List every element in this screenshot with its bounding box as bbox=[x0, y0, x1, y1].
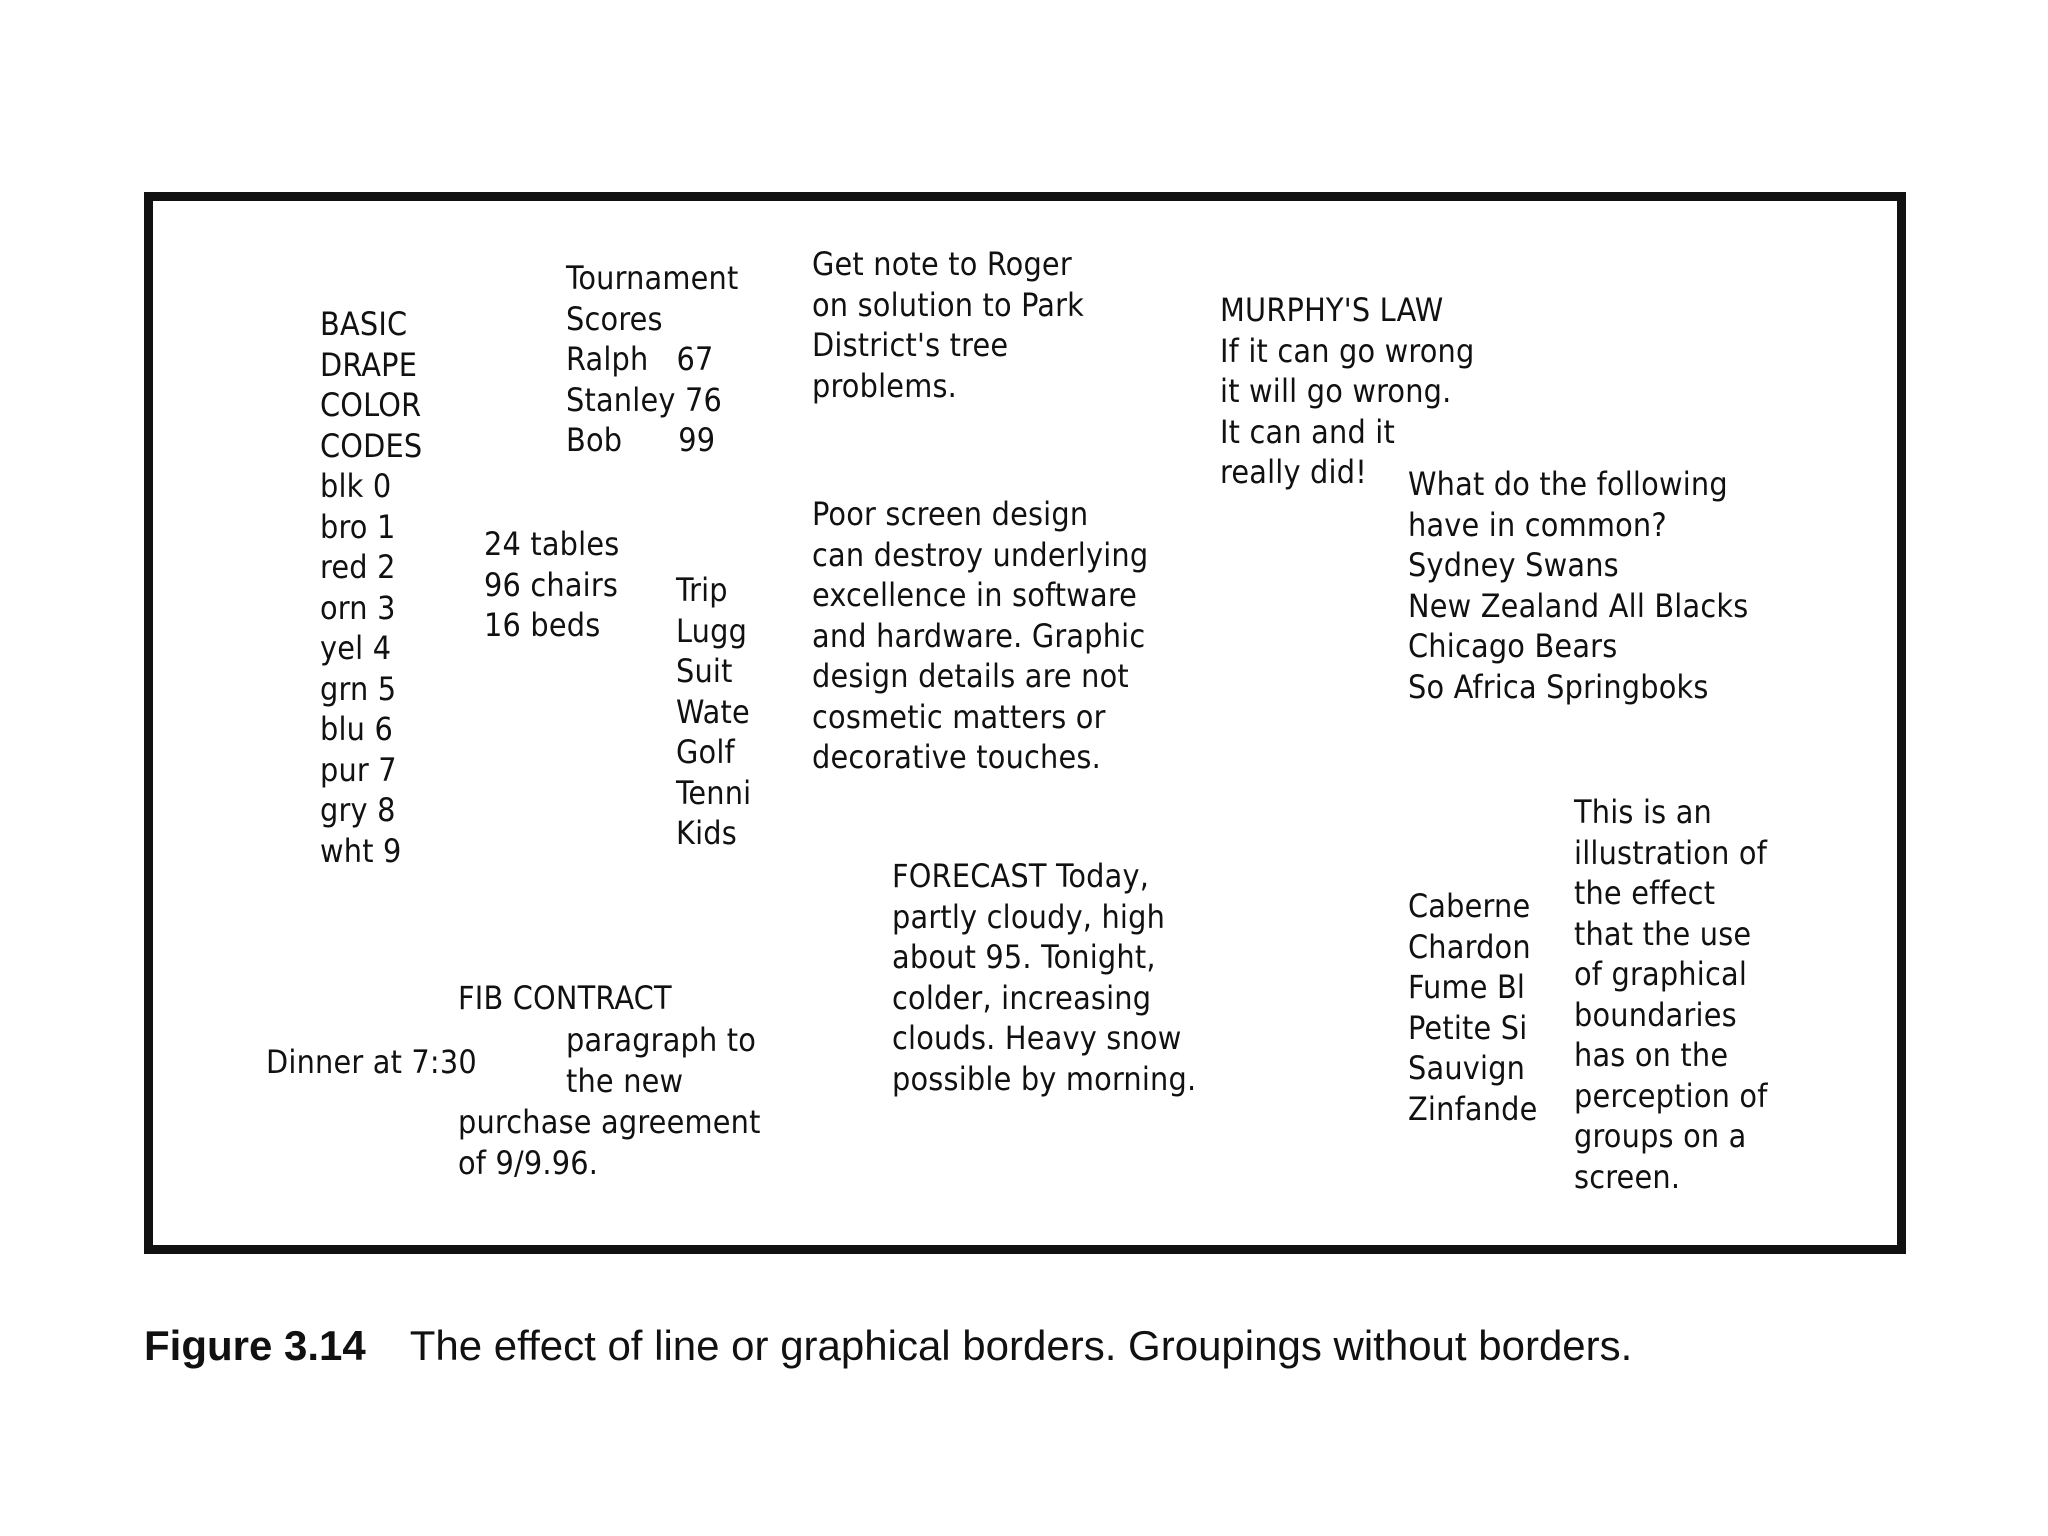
fib-contract-body-bottom: purchase agreement of 9/9.96. bbox=[458, 1103, 761, 1182]
dinner-note: Dinner at 7:30 bbox=[266, 1043, 477, 1081]
figure-number: Figure 3.14 bbox=[144, 1322, 366, 1369]
screen-design-note: Poor screen design can destroy underlying excellence in software and hardware. Graphic design details are not cosmetic matters or decorative touches. bbox=[812, 495, 1149, 776]
fib-contract-body-top: paragraph to the new bbox=[566, 1021, 757, 1100]
forecast: FORECAST Today, partly cloudy, high about 95. Tonight, colder, increasing clouds. Heavy snow possible by morning. bbox=[892, 857, 1197, 1098]
illustration-note: This is an illustration of the effect that the use of graphical boundaries has on the perception of groups on a screen. bbox=[1574, 793, 1768, 1196]
roger-note: Get note to Roger on solution to Park District's tree problems. bbox=[812, 245, 1085, 405]
luggage-list: Trip Lugg Suit Wate Golf Tenni Kids bbox=[676, 571, 752, 852]
murphys-law: MURPHY'S LAW If it can go wrong it will go wrong. It can and it really did! bbox=[1220, 291, 1475, 491]
figure-caption bbox=[144, 1322, 1632, 1370]
fib-contract-title: FIB CONTRACT bbox=[458, 979, 672, 1017]
wine-list: Caberne Chardon Fume Bl Petite Si Sauvign Zinfande bbox=[1408, 887, 1538, 1128]
figure-caption-text: The effect of line or graphical borders. Groupings without borders. bbox=[409, 1322, 1633, 1369]
drape-color-codes: BASIC DRAPE COLOR CODES blk 0 bro 1 red 2 orn 3 yel 4 grn 5 blu 6 pur 7 gry 8 wht 9 bbox=[320, 305, 423, 870]
furniture-counts: 24 tables 96 chairs 16 beds bbox=[484, 525, 620, 644]
teams-question: What do the following have in common? Sydney Swans New Zealand All Blacks Chicago Bears So Africa Springboks bbox=[1408, 465, 1749, 706]
tournament-scores: Tournament Scores Ralph 67 Stanley 76 Bob 99 bbox=[566, 259, 739, 459]
